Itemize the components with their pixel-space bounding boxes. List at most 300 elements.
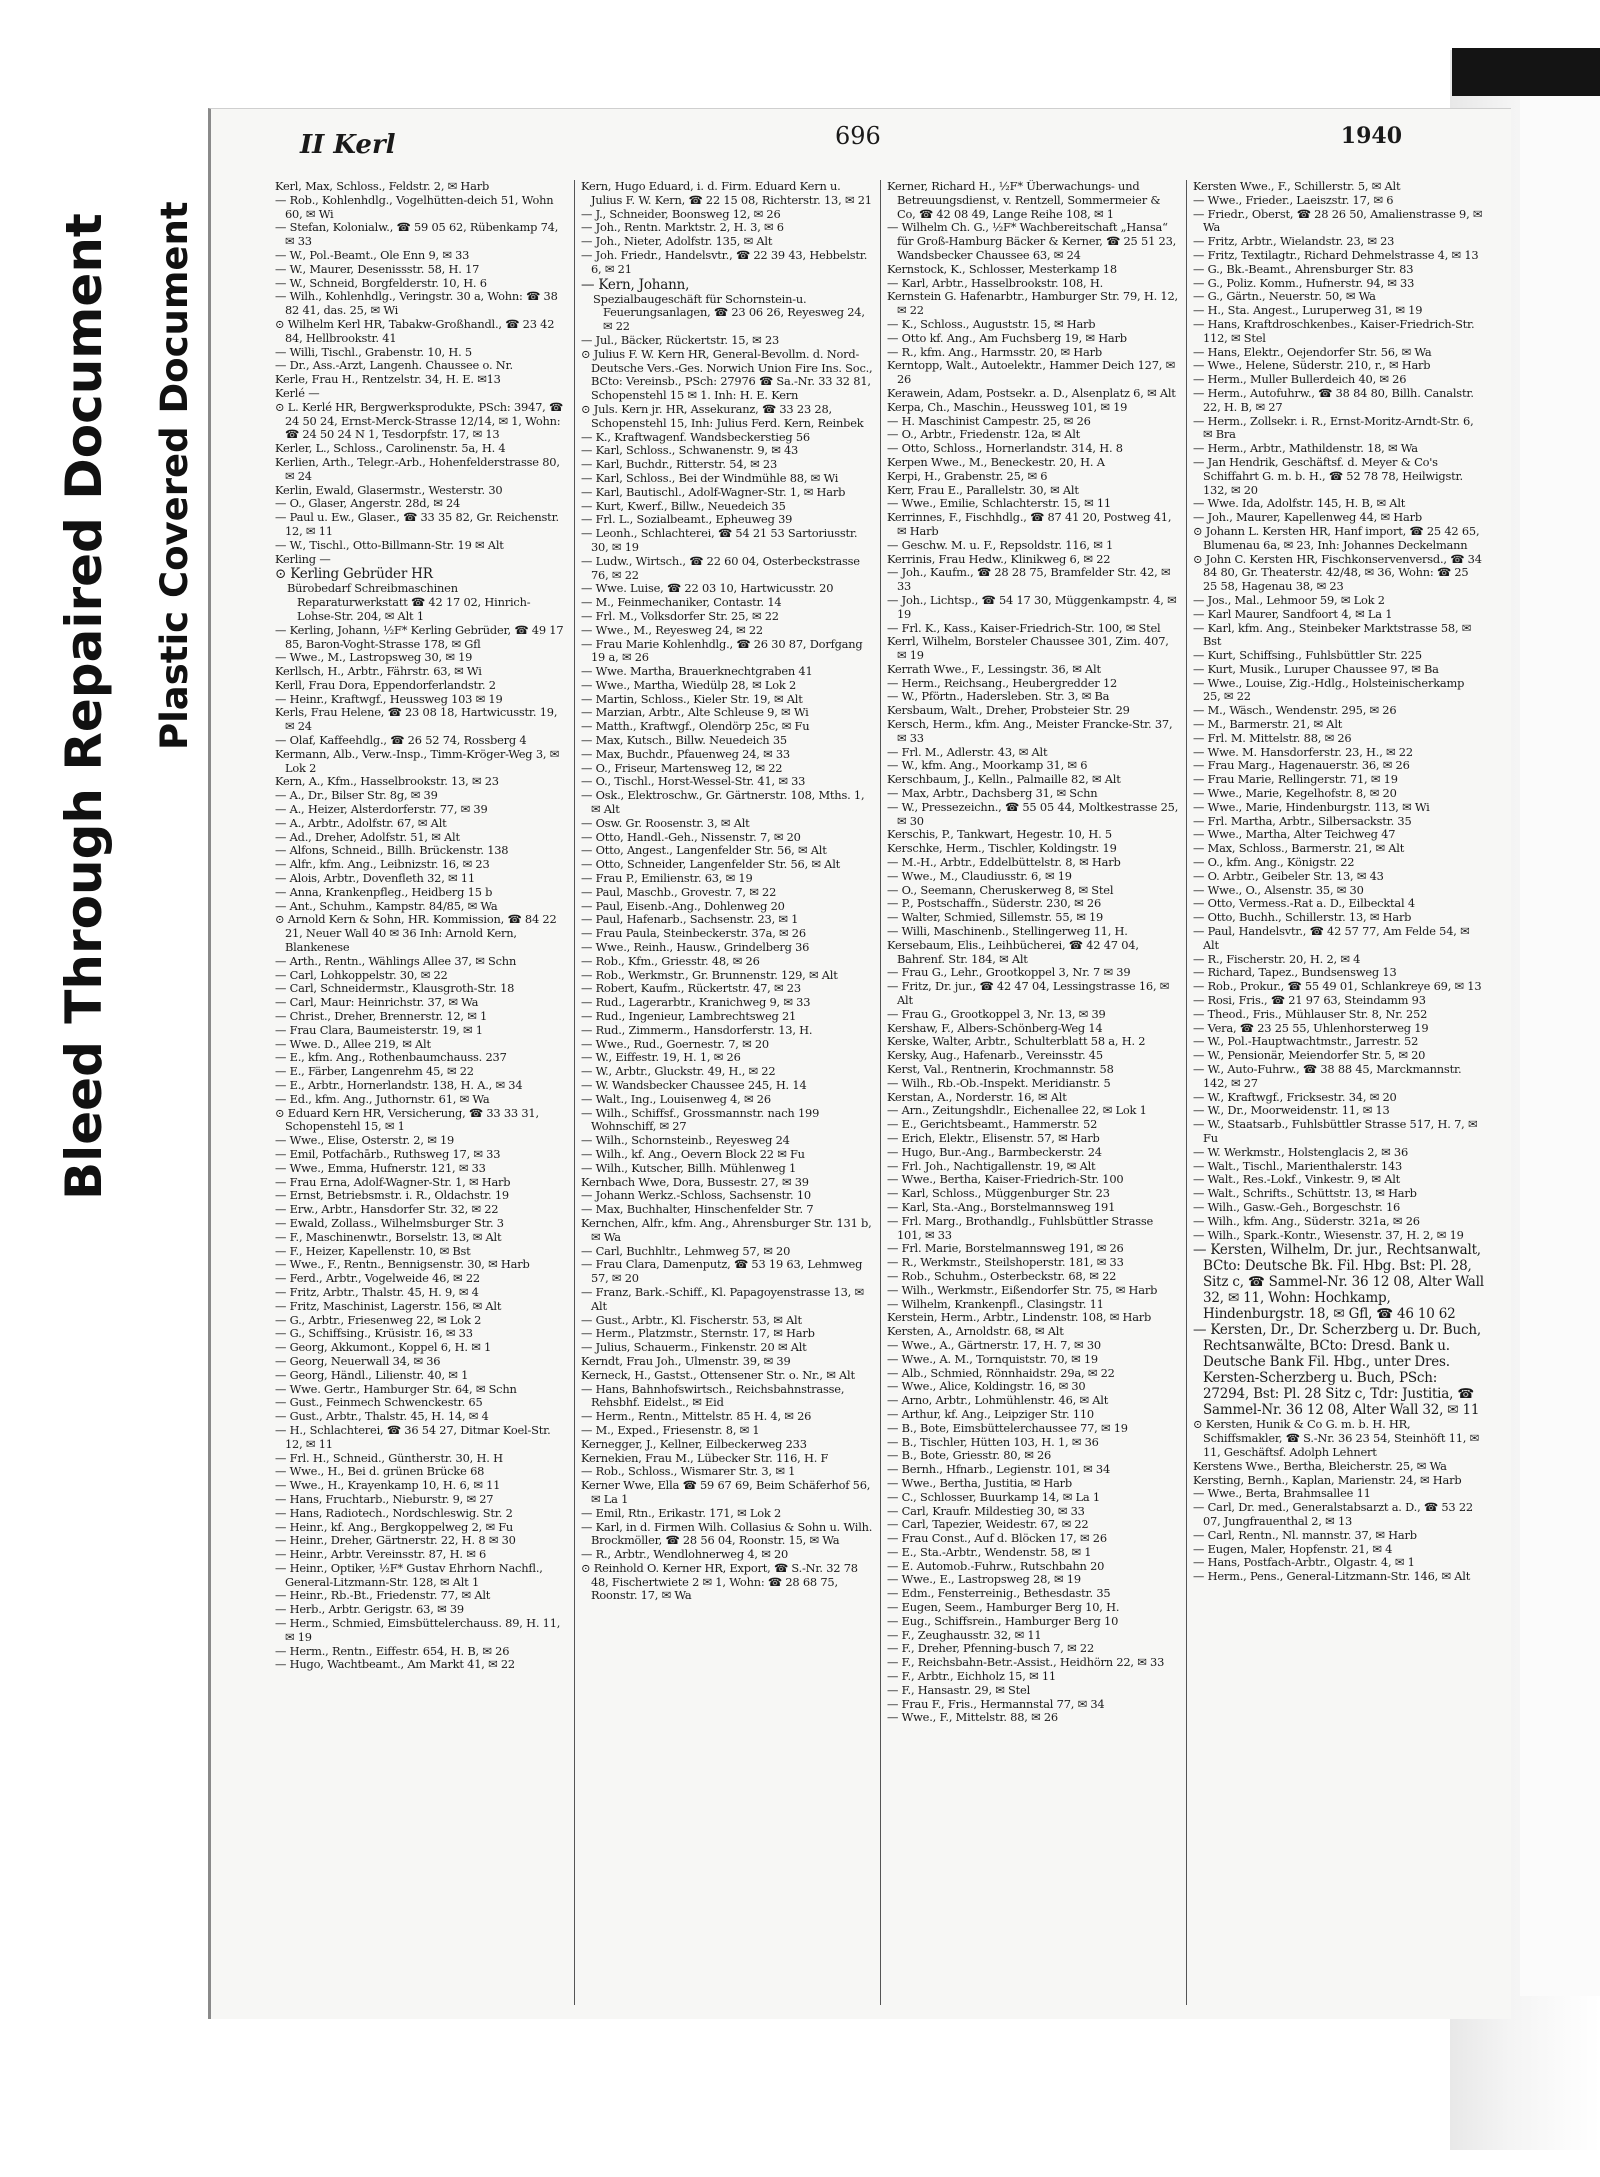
directory-entry: — F., Dreher, Pfenning-busch 7, ✉ 22 (887, 1641, 1095, 1656)
directory-entry: — Wilh., kfm. Ang., Süderstr. 321a, ✉ 26 (1193, 1213, 1420, 1228)
directory-entry: — Rosi, Fris., ☎ 21 97 63, Steindamm 93 (1193, 993, 1426, 1008)
directory-entry: — C., Schlosser, Buurkamp 14, ✉ La 1 (887, 1489, 1100, 1504)
directory-entry: — Rob., Schuhm., Osterbeckstr. 68, ✉ 22 (887, 1268, 1117, 1283)
directory-entry: — Otto, Handl.-Geh., Nissenstr. 7, ✉ 20 (581, 829, 801, 844)
directory-entry: — Hans, Radiotech., Nordschleswig. Str. 2 (275, 1505, 513, 1520)
directory-entry: — Herm., Zollsekr. i. R., Ernst-Moritz-Arndt-Str. 6, ✉ Bra (1193, 413, 1474, 442)
directory-entry: — Heinr., kf. Ang., Bergkoppelweg 2, ✉ Fu (275, 1519, 514, 1534)
directory-entry: — Wwe., M., Reyesweg 24, ✉ 22 (581, 622, 763, 637)
directory-entry: — Wwe., F., Mittelstr. 88, ✉ 26 (887, 1710, 1058, 1725)
directory-entry: — Walter, Schmied, Sillemstr. 55, ✉ 19 (887, 910, 1104, 925)
directory-entry: — O., Glaser, Angerstr. 28d, ✉ 24 (275, 496, 461, 511)
directory-entry: — Kersten, Dr., Dr. Scherzberg u. Dr. Buch, Rechtsanwälte, BCto: Dresd. Bank u. Deutsche Bank Fil. Hbg., unter Dres. Kersten-Scherzberg u. Buch, PSch: 27294, Bst: Pl. 28 Sitz c, Tdr: Justitia, ☎ Sammel-Nr. 36 12 08, Alter Wall 32, ✉ 11 (1193, 1322, 1481, 1419)
column-2 (581, 180, 873, 2005)
directory-entry: — Frl. L., Sozialbeamt., Epheuweg 39 (581, 512, 793, 527)
directory-entry: — K., Kraftwagenf. Wandsbeckerstieg 56 (581, 429, 810, 444)
directory-entry: — Hans, Fruchtarb., Nieburstr. 9, ✉ 27 (275, 1491, 494, 1506)
directory-entry: ⊙ Reinhold O. Kerner HR, Export, ☎ S.-Nr. 32 78 48, Fischertwiete 2 ✉ 1, Wohn: ☎ 28 68 75, Roonstr. 17, ✉ Wa (581, 1560, 858, 1603)
directory-entry: — Georg, Akkumont., Koppel 6, H. ✉ 1 (275, 1340, 492, 1355)
directory-entry: — Willi, Tischl., Grabenstr. 10, H. 5 (275, 344, 472, 359)
directory-entry: — G., Poliz. Komm., Hufnerstr. 94, ✉ 33 (1193, 275, 1415, 290)
directory-entry: — O., kfm. Ang., Königstr. 22 (1193, 855, 1355, 870)
directory-entry: — H. Maschinist Campestr. 25, ✉ 26 (887, 413, 1091, 428)
directory-entry: — Frau Const., Auf d. Blöcken 17, ✉ 26 (887, 1531, 1107, 1546)
directory-entry: Kernegger, J., Kellner, Eilbeckerweg 233 (581, 1436, 807, 1451)
directory-entry: — W. Wandsbecker Chaussee 245, H. 14 (581, 1078, 807, 1092)
directory-entry: — Wwe., Martha, Alter Teichweg 47 (1193, 827, 1396, 842)
directory-entry: — Max, Schloss., Barmerstr. 21, ✉ Alt (1193, 841, 1405, 856)
directory-entry: Kerst, Val., Rentnerin, Krochmannstr. 58 (887, 1062, 1114, 1076)
directory-entry: — Rud., Lagerarbtr., Kranichweg 9, ✉ 33 (581, 995, 811, 1010)
directory-entry: — Emil, Potfachārb., Ruthsweg 17, ✉ 33 (275, 1146, 501, 1161)
directory-entry: ⊙ Johann L. Kersten HR, Hanf import, ☎ 25 42 65, Blumenau 6a, ✉ 23, Inh: Johannes Deckelmann (1193, 523, 1480, 552)
directory-entry: — Kurt, Schiffsing., Fuhlsbüttler Str. 225 (1193, 648, 1422, 663)
directory-entry: — K., Schloss., Auguststr. 15, ✉ Harb (887, 316, 1096, 331)
directory-entry: — Wwe., M., Claudiusstr. 6, ✉ 19 (887, 868, 1072, 883)
directory-entry: — W., Schneid, Borgfelderstr. 10, H. 6 (275, 275, 487, 290)
directory-entry: Kernchen, Alfr., kfm. Ang., Ahrensburger Str. 131 b, ✉ Wa (581, 1215, 872, 1244)
directory-entry: — Otto, Vermess.-Rat a. D., Eilbecktal 4 (1193, 896, 1415, 911)
directory-entry: Kernbach Wwe, Dora, Bussestr. 27, ✉ 39 (581, 1174, 809, 1189)
directory-entry: — Friedr., Oberst, ☎ 28 26 50, Amalienstrasse 9, ✉ Wa (1193, 206, 1483, 235)
directory-entry: — Wilh., Schornsteinb., Reyesweg 24 (581, 1133, 790, 1148)
directory-entry: Kernekien, Frau M., Lübecker Str. 116, H. F (581, 1450, 829, 1465)
directory-entry: — Walt., Tischl., Marienthalerstr. 143 (1193, 1158, 1403, 1173)
directory-entry: — F., Reichsbahn-Betr.-Assist., Heidhörn 22, ✉ 33 (887, 1655, 1165, 1670)
directory-entry: Kerpa, Ch., Maschin., Heussweg 101, ✉ 19 (887, 399, 1128, 414)
directory-entry: — Max, Arbtr., Dachsberg 31, ✉ Schn (887, 786, 1098, 801)
directory-entry: Kern, A., Kfm., Hasselbrookstr. 13, ✉ 23 (275, 774, 499, 789)
directory-entry: — Frau Clara, Baumeisterstr. 19, ✉ 1 (275, 1022, 483, 1037)
directory-entry: — Max, Buchhalter, Hinschenfelder Str. 7 (581, 1202, 814, 1217)
directory-entry: — A., Arbtr., Adolfstr. 67, ✉ Alt (275, 815, 447, 830)
directory-entry: — M., Wäsch., Wendenstr. 295, ✉ 26 (1193, 703, 1397, 718)
directory-entry: — R., Fischerstr. 20, H. 2, ✉ 4 (1193, 951, 1361, 966)
directory-entry: — H., Schlachterei, ☎ 36 54 27, Ditmar Koel-Str. 12, ✉ 11 (275, 1422, 551, 1451)
directory-entry: — Karl, Buchdr., Ritterstr. 54, ✉ 23 (581, 457, 778, 472)
directory-entry: — Arn., Zeitungshdlr., Eichenallee 22, ✉ Lok 1 (887, 1103, 1147, 1118)
directory-columns (275, 180, 1500, 2010)
directory-entry: ⊙ Julius F. W. Kern HR, General-Bevollm. d. Nord-Deutsche Vers.-Ges. Norwich Union Fire Ins. Soc., BCto: Vereinsb., PSch: 27976 ☎ Sa.-Nr. 33 32 81, Schopenstehl 15 ✉ 1. Inh: H. E. Kern (581, 346, 873, 403)
directory-entry: — Wilh., Rb.-Ob.-Inspekt. Meridianstr. 5 (887, 1075, 1111, 1090)
column-4 (1193, 180, 1485, 2005)
directory-entry: — Fritz, Arbtr., Thalstr. 45, H. 9, ✉ 4 (275, 1284, 479, 1299)
directory-entry: ⊙ Kerling Gebrüder HR (275, 566, 433, 583)
directory-entry: — Arno, Arbtr., Lohmühlenstr. 46, ✉ Alt (887, 1393, 1109, 1408)
directory-entry: — E. Automob.-Fuhrw., Rutschbahn 20 (887, 1558, 1105, 1573)
column-divider (880, 180, 881, 2005)
directory-entry: — M., Feinmechaniker, Contastr. 14 (581, 595, 782, 610)
directory-entry: Kersten, A., Arnoldstr. 68, ✉ Alt (887, 1324, 1064, 1339)
directory-entry: — Jul., Bäcker, Rückertstr. 15, ✉ 23 (581, 332, 780, 347)
directory-entry: — Wwe., M., Lastropsweg 30, ✉ 19 (275, 650, 473, 665)
directory-entry: — Frau G., Grootkoppel 3, Nr. 13, ✉ 39 (887, 1006, 1106, 1021)
directory-entry: — Wilh., Kohlenhdlg., Veringstr. 30 a, Wohn: ☎ 38 82 41, das. 25, ✉ Wi (275, 289, 558, 318)
directory-entry: Kerle, Frau H., Rentzelstr. 34, H. E. ✉13 (275, 372, 501, 387)
directory-entry: — Carl, Tapezier, Weidestr. 67, ✉ 22 (887, 1517, 1089, 1532)
directory-entry: — Wilh., kf. Ang., Oevern Block 22 ✉ Fu (581, 1146, 805, 1161)
directory-entry: — Geschw. M. u. F., Repsoldstr. 116, ✉ 1 (887, 537, 1114, 552)
directory-entry: Spezialbaugeschäft für Schornstein-u. Feuerungsanlagen, ☎ 23 06 26, Reyesweg 24, ✉ 22 (593, 291, 865, 334)
directory-entry: — Heinr., Dreher, Gärtnerstr. 22, H. 8 ✉ 30 (275, 1533, 516, 1548)
directory-entry: Kerndt, Frau Joh., Ulmenstr. 39, ✉ 39 (581, 1353, 791, 1368)
directory-entry: — W., Maurer, Desenissstr. 58, H. 17 (275, 261, 480, 276)
directory-entry: — P., Postschaffn., Süderstr. 230, ✉ 26 (887, 896, 1102, 911)
directory-entry: — Karl Maurer, Sandfoort 4, ✉ La 1 (1193, 606, 1393, 621)
directory-entry: — Frau Marg., Hagenauerstr. 36, ✉ 26 (1193, 758, 1410, 773)
directory-entry: — Frl. Marie, Borstelmannsweg 191, ✉ 26 (887, 1241, 1124, 1256)
directory-entry: — W., Eiffestr. 19, H. 1, ✉ 26 (581, 1050, 741, 1065)
header-year: 1940 (1340, 123, 1402, 149)
directory-entry: — Ant., Schuhm., Kampstr. 84/85, ✉ Wa (275, 898, 498, 913)
directory-entry: — Hans, Kraftdroschkenbes., Kaiser-Friedrich-Str. 112, ✉ Stel (1193, 316, 1475, 345)
directory-entry: — W., Pförtn., Hadersleben. Str. 3, ✉ Ba (887, 689, 1110, 704)
directory-entry: — Gust., Arbtr., Thalstr. 45, H. 14, ✉ 4 (275, 1409, 489, 1424)
directory-entry: — W., Staatsarb., Fuhlsbüttler Strasse 517, H. 7, ✉ Fu (1193, 1117, 1478, 1145)
directory-entry: — Karl, Bautischl., Adolf-Wagner-Str. 1, ✉ Harb (581, 484, 846, 499)
directory-entry: — Ferd., Arbtr., Vogelweide 46, ✉ 22 (275, 1271, 480, 1286)
directory-entry: — Hans, Bahnhofswirtsch., Reichsbahnstrasse, Rehsbhf. Eidelst., ✉ Eid (581, 1381, 845, 1410)
directory-entry: Kernstock, K., Schlosser, Mesterkamp 18 (887, 261, 1117, 276)
directory-entry: — G., Bk.-Beamt., Ahrensburger Str. 83 (1193, 261, 1414, 276)
directory-entry: — O., Tischl., Horst-Wessel-Str. 41, ✉ 33 (581, 774, 806, 789)
directory-entry: — Herm., Reichsang., Heubergredder 12 (887, 675, 1118, 690)
directory-entry: — Robert, Kaufm., Rückertstr. 47, ✉ 23 (581, 981, 801, 996)
directory-entry: — Herm., Muller Bullerdeich 40, ✉ 26 (1193, 372, 1407, 387)
directory-entry: — Julius, Schauerm., Finkenstr. 20 ✉ Alt (581, 1340, 807, 1355)
directory-entry: Kerstein, Herm., Arbtr., Lindenstr. 108, ✉ Harb (887, 1310, 1152, 1325)
directory-entry: ⊙ Juls. Kern jr. HR, Assekuranz, ☎ 33 23 28, Schopenstehl 15, Inh: Julius Ferd. Kern, Reinbek (581, 401, 864, 430)
directory-entry: — F., Heizer, Kapellenstr. 10, ✉ Bst (275, 1243, 471, 1258)
directory-entry: — Frau Marie, Rellingerstr. 71, ✉ 19 (1193, 772, 1398, 787)
directory-entry: — M.-H., Arbtr., Eddelbüttelstr. 8, ✉ Harb (887, 855, 1121, 870)
directory-entry: — Herm., Schmied, Eimsbüttelerchauss. 89, H. 11, ✉ 19 (275, 1616, 561, 1644)
directory-entry: Kerll, Frau Dora, Eppendorferlandstr. 2 (275, 677, 496, 692)
directory-entry: Kerrl, Wilhelm, Borsteler Chaussee 301, Zim. 407, ✉ 19 (887, 634, 1169, 663)
directory-entry: ⊙ John C. Kersten HR, Fischkonservenversd., ☎ 34 84 80, Gr. Theaterstr. 42/48, ✉ 36, Wohn: ☎ 25 25 58, Hagenau 38, ✉ 23 (1193, 551, 1482, 594)
directory-entry: Kerner Wwe, Ella ☎ 59 67 69, Beim Schäferhof 56, ✉ La 1 (581, 1478, 871, 1506)
directory-entry: — Wwe., Emma, Hufnerstr. 121, ✉ 33 (275, 1160, 486, 1175)
directory-entry: — Rud., Zimmerm., Hansdorferstr. 13, H. (581, 1022, 813, 1037)
directory-entry: ⊙ L. Kerlé HR, Bergwerksprodukte, PSch: 3947, ☎ 24 50 24, Ernst-Merck-Strasse 12/14, ✉ 1, Wohn: ☎ 24 50 24 N 1, Tesdorpfstr. 17, ✉ 13 (275, 399, 563, 442)
directory-entry: Kerrinnes, F., Fischhdlg., ☎ 87 41 20, Postweg 41, ✉ Harb (887, 510, 1172, 538)
directory-entry: — Karl, Schloss., Müggenburger Str. 23 (887, 1186, 1110, 1201)
directory-entry: — Kurt, Kwerf., Billw., Neuedeich 35 (581, 498, 786, 513)
directory-entry: — Wwe., Berta, Brahmsallee 11 (1193, 1486, 1371, 1501)
directory-entry: — O., Arbtr., Friedenstr. 12a, ✉ Alt (887, 427, 1081, 442)
directory-entry: — Alois, Arbtr., Dovenfleth 32, ✉ 11 (275, 871, 475, 886)
directory-entry: — Osk., Elektroschw., Gr. Gärtnerstr. 108, Mths. 1, ✉ Alt (581, 788, 865, 817)
directory-entry: — Otto, Schneider, Langenfelder Str. 56, ✉ Alt (581, 857, 841, 872)
directory-entry: — Wwe., Bertha, Justitia, ✉ Harb (887, 1475, 1073, 1490)
directory-entry: — Frau P., Emilienstr. 63, ✉ 19 (581, 871, 753, 886)
directory-entry: — Arth., Rentn., Wählings Allee 37, ✉ Schn (275, 953, 517, 968)
directory-entry: — Carl, Dr. med., Generalstabsarzt a. D., ☎ 53 22 07, Jungfrauenthal 2, ✉ 13 (1193, 1500, 1473, 1528)
directory-entry: — Joh. Friedr., Handelsvtr., ☎ 22 39 43, Hebbelstr. 6, ✉ 21 (581, 247, 868, 276)
directory-entry: — W., Auto-Fuhrw., ☎ 38 88 45, Marckmannstr. 142, ✉ 27 (1193, 1062, 1462, 1090)
directory-entry: Kersebaum, Elis., Leihbücherei, ☎ 42 47 04, Bahrenf. Str. 184, ✉ Alt (887, 937, 1139, 966)
directory-entry: — Rud., Ingenieur, Lambrechtsweg 21 (581, 1009, 797, 1024)
directory-entry: Kersch, Herm., kfm. Ang., Meister Francke-Str. 37, ✉ 33 (887, 717, 1173, 745)
directory-entry: — R., Arbtr., Wendlohnerweg 4, ✉ 20 (581, 1547, 789, 1562)
directory-entry: — Rob., Kfm., Griesstr. 48, ✉ 26 (581, 953, 760, 968)
directory-entry: Kern, Hugo Eduard, i. d. Firm. Eduard Kern u. Julius F. W. Kern, ☎ 22 15 08, Richterstr. 13, ✉ 21 (581, 180, 872, 207)
directory-entry: Kersbaum, Walt., Dreher, Probsteier Str. 29 (887, 703, 1130, 718)
directory-entry: — E., Arbtr., Hornerlandstr. 138, H. A., ✉ 34 (275, 1078, 523, 1092)
directory-entry: Kersky, Aug., Hafenarb., Vereinsstr. 45 (887, 1048, 1103, 1063)
directory-entry: — Vera, ☎ 23 25 55, Uhlenhorsterweg 19 (1193, 1020, 1429, 1035)
directory-entry: — Carl, Schneidermstr., Klausgroth-Str. 18 (275, 981, 515, 996)
directory-entry: — A., Heizer, Alsterdorferstr. 77, ✉ 39 (275, 802, 488, 817)
directory-entry: — Erw., Arbtr., Hansdorfer Str. 32, ✉ 22 (275, 1202, 499, 1217)
directory-entry: — Herm., Rentn., Mittelstr. 85 H. 4, ✉ 26 (581, 1409, 812, 1424)
directory-entry: — M., Exped., Friesenstr. 8, ✉ 1 (581, 1422, 760, 1437)
directory-entry: — F., Maschinenwtr., Borselstr. 13, ✉ Alt (275, 1229, 502, 1244)
directory-entry: — Ludw., Wirtsch., ☎ 22 60 04, Osterbeckstrasse 76, ✉ 22 (581, 553, 860, 582)
directory-entry: — Fritz, Maschinist, Lagerstr. 156, ✉ Alt (275, 1298, 502, 1313)
directory-entry: — G., Gärtn., Neuerstr. 50, ✉ Wa (1193, 289, 1376, 304)
directory-entry: — G., Schiffsing., Krüsistr. 16, ✉ 33 (275, 1326, 473, 1341)
directory-entry: — Kurt, Musik., Luruper Chaussee 97, ✉ Ba (1193, 661, 1439, 676)
directory-entry: Kerpen Wwe., M., Beneckestr. 20, H. A (887, 454, 1105, 469)
directory-entry: — Paul, Handelsvtr., ☎ 42 57 77, Am Felde 54, ✉ Alt (1193, 924, 1470, 952)
directory-entry: — Wwe., Frieder., Laeiszstr. 17, ✉ 6 (1193, 192, 1394, 207)
directory-entry: — Wwe. Ida, Adolfstr. 145, H. B, ✉ Alt (1193, 496, 1406, 511)
directory-entry: — Frl. Marg., Brothandlg., Fuhlsbüttler Strasse 101, ✉ 33 (887, 1213, 1154, 1242)
directory-entry: — F., Zeughausstr. 32, ✉ 11 (887, 1627, 1042, 1642)
directory-entry: Bürobedarf Schreibmaschinen Reparaturwerkstatt ☎ 42 17 02, Hinrich-Lohse-Str. 204, ✉ Alt 1 (287, 581, 531, 623)
directory-entry: — A., Dr., Bilser Str. 8g, ✉ 39 (275, 788, 438, 803)
directory-entry: Kerpi, H., Grabenstr. 25, ✉ 6 (887, 468, 1048, 483)
directory-entry: — Karl, Sta.-Ang., Borstelmannsweg 191 (887, 1199, 1116, 1214)
scan-edge-bar (1452, 48, 1600, 96)
directory-entry: — Marzian, Arbtr., Alte Schleuse 9, ✉ Wi (581, 705, 809, 720)
directory-entry: — Paul, Eisenb.-Ang., Dohlenweg 20 (581, 898, 785, 913)
directory-entry: Kerstens Wwe., Bertha, Bleicherstr. 25, ✉ Wa (1193, 1458, 1447, 1473)
directory-entry: — Martin, Schloss., Kieler Str. 19, ✉ Alt (581, 691, 803, 706)
directory-entry: — Wwe. D., Allee 219, ✉ Alt (275, 1036, 431, 1051)
directory-entry: — Heinr., Kraftwgf., Heussweg 103 ✉ 19 (275, 691, 503, 706)
directory-entry: — W., kfm. Ang., Moorkamp 31, ✉ 6 (887, 758, 1088, 773)
directory-entry: Kerls, Frau Helene, ☎ 23 08 18, Hartwicusstr. 19, ✉ 24 (275, 705, 558, 734)
directory-entry: — Wwe. Martha, Brauerknechtgraben 41 (581, 664, 813, 679)
directory-entry: — Leonh., Schlachterei, ☎ 54 21 53 Sartoriusstr. 30, ✉ 19 (581, 526, 858, 554)
directory-entry: — Wilh., Werkmstr., Eißendorfer Str. 75, ✉ Harb (887, 1282, 1158, 1297)
directory-entry: — Otto, Buchh., Schillerstr. 13, ✉ Harb (1193, 910, 1412, 925)
directory-entry: — E., Gerichtsbeamt., Hammerstr. 52 (887, 1117, 1098, 1132)
directory-entry: — Hugo, Bur.-Ang., Barmbeckerstr. 24 (887, 1144, 1102, 1159)
directory-entry: — Frl. H., Schneid., Güntherstr. 30, H. H (275, 1450, 503, 1465)
directory-entry: — Max, Buchdr., Pfauenweg 24, ✉ 33 (581, 746, 790, 761)
directory-entry: — Ernst, Betriebsmstr. i. R., Oldachstr. 19 (275, 1188, 509, 1203)
directory-entry: — Stefan, Kolonialw., ☎ 59 05 62, Rübenkamp 74, ✉ 33 (275, 220, 559, 249)
directory-entry: — Heinr., Arbtr. Vereinsstr. 87, H. ✉ 6 (275, 1547, 487, 1562)
directory-entry: — Emil, Rtn., Erikastr. 171, ✉ Lok 2 (581, 1505, 782, 1520)
directory-entry: — Erich, Elektr., Elisenstr. 57, ✉ Harb (887, 1130, 1100, 1145)
directory-entry: — Joh., Rentn. Marktstr. 2, H. 3, ✉ 6 (581, 220, 784, 235)
directory-entry: — E., Färber, Langenrehm 45, ✉ 22 (275, 1064, 474, 1079)
header-page-number: 696 (835, 122, 881, 150)
directory-entry: — B., Tischler, Hütten 103, H. 1, ✉ 36 (887, 1434, 1099, 1449)
directory-entry: — Herm., Arbtr., Mathildenstr. 18, ✉ Wa (1193, 441, 1418, 456)
directory-entry: Kerstan, A., Norderstr. 16, ✉ Alt (887, 1089, 1067, 1104)
directory-entry: — Hans, Postfach-Arbtr., Olgastr. 4, ✉ 1 (1193, 1555, 1415, 1570)
directory-entry: — Paul, Hafenarb., Sachsenstr. 23, ✉ 1 (581, 912, 799, 927)
directory-entry: — Max, Kutsch., Billw. Neuedeich 35 (581, 733, 787, 748)
directory-entry: — Carl, Lohkoppelstr. 30, ✉ 22 (275, 967, 448, 982)
directory-entry: — Herm., Platzmstr., Sternstr. 17, ✉ Harb (581, 1326, 815, 1341)
directory-entry: — Wwe., Bertha, Kaiser-Friedrich-Str. 100 (887, 1172, 1124, 1187)
directory-entry: — Georg, Händl., Lilienstr. 40, ✉ 1 (275, 1367, 469, 1382)
directory-entry: — Walt., Schrifts., Schüttstr. 13, ✉ Harb (1193, 1186, 1417, 1201)
directory-entry: — Eugen, Maler, Hopfenstr. 21, ✉ 4 (1193, 1541, 1393, 1556)
directory-entry: — Frau Paula, Steinbeckerstr. 37a, ✉ 26 (581, 926, 806, 941)
directory-entry: — Wwe., E., Lastropsweg 28, ✉ 19 (887, 1572, 1081, 1587)
directory-entry: ⊙ Eduard Kern HR, Versicherung, ☎ 33 33 31, Schopenstehl 15, ✉ 1 (275, 1105, 539, 1134)
directory-entry: — Wwe., Helene, Süderstr. 210, r., ✉ Harb (1193, 358, 1431, 373)
directory-entry: — Karl, kfm. Ang., Steinbeker Marktstrasse 58, ✉ Bst (1193, 620, 1472, 649)
directory-entry: — Wwe., Reinh., Hausw., Grindelberg 36 (581, 940, 810, 955)
directory-entry: Kerlien, Arth., Telegr.-Arb., Hohenfelderstrasse 80, ✉ 24 (275, 454, 560, 483)
directory-entry: — O. Arbtr., Geibeler Str. 13, ✉ 43 (1193, 868, 1384, 883)
directory-entry: — Joh., Kaufm., ☎ 28 28 75, Bramfelder Str. 42, ✉ 33 (887, 565, 1171, 594)
directory-entry: — Frau G., Lehr., Grootkoppel 3, Nr. 7 ✉ 39 (887, 965, 1131, 980)
directory-entry: — Eug., Schiffsrein., Hamburger Berg 10 (887, 1613, 1119, 1628)
directory-entry: — R., Werkmstr., Steilshoperstr. 181, ✉ 33 (887, 1255, 1124, 1270)
directory-entry: — Carl, Rentn., Nl. mannstr. 37, ✉ Harb (1193, 1527, 1417, 1542)
directory-entry: Kerske, Walter, Arbtr., Schulterblatt 58 a, H. 2 (887, 1034, 1146, 1049)
label-plastic-covered: Plastic Covered Document (153, 201, 196, 750)
directory-entry: — Karl, Schloss., Bei der Windmühle 88, ✉ Wi (581, 470, 839, 485)
directory-entry: — Wwe. M. Hansdorferstr. 23, H., ✉ 22 (1193, 744, 1413, 759)
directory-entry: Kerrath Wwe., F., Lessingstr. 36, ✉ Alt (887, 661, 1101, 676)
directory-entry: — Wilh., Gasw.-Geh., Borgeschstr. 16 (1193, 1199, 1401, 1214)
directory-entry: — F., Hansastr. 29, ✉ Stel (887, 1682, 1031, 1697)
directory-entry: — W. Werkmstr., Holstenglacis 2, ✉ 36 (1193, 1144, 1409, 1159)
directory-entry: — Paul u. Ew., Glaser., ☎ 33 35 82, Gr. Reichenstr. 12, ✉ 11 (275, 510, 559, 538)
directory-entry: — Alfr., kfm. Ang., Leibnizstr. 16, ✉ 23 (275, 857, 490, 872)
directory-entry: — Wilhelm, Krankenpfl., Clasingstr. 11 (887, 1296, 1104, 1311)
side-labels (55, 201, 196, 1230)
directory-entry: — Wwe., Marie, Kegelhofstr. 8, ✉ 20 (1193, 786, 1397, 801)
directory-entry: — Wwe., Rud., Goernestr. 7, ✉ 20 (581, 1036, 769, 1051)
directory-entry: — Wwe., A., Gärtnerstr. 17, H. 7, ✉ 30 (887, 1337, 1101, 1352)
directory-entry: — Frl. M. Mittelstr. 88, ✉ 26 (1193, 730, 1352, 745)
directory-entry: — Fritz, Textilagtr., Richard Dehmelstrasse 4, ✉ 13 (1193, 247, 1479, 262)
directory-entry: — Ed., kfm. Ang., Juthornstr. 61, ✉ Wa (275, 1091, 490, 1106)
directory-entry: — E., kfm. Ang., Rothenbaumchauss. 237 (275, 1050, 507, 1065)
directory-entry: — Theod., Fris., Mühlauser Str. 8, Nr. 252 (1193, 1006, 1428, 1021)
directory-entry: — W., Arbtr., Gluckstr. 49, H., ✉ 22 (581, 1064, 776, 1079)
directory-entry: — E., Sta.-Arbtr., Wendenstr. 58, ✉ 1 (887, 1544, 1092, 1559)
directory-entry: — Edm., Fensterreinig., Bethesdastr. 35 (887, 1586, 1111, 1601)
directory-entry: — Wwe., Emilie, Schlachterstr. 15, ✉ 11 (887, 496, 1111, 511)
directory-entry: Kernstein G. Hafenarbtr., Hamburger Str. 79, H. 12, ✉ 22 (887, 289, 1178, 318)
directory-entry: Kersten Wwe., F., Schillerstr. 5, ✉ Alt (1193, 180, 1401, 193)
directory-entry: — Paul, Maschb., Grovestr. 7, ✉ 22 (581, 884, 777, 899)
directory-entry: — Carl, Buchhltr., Lehmweg 57, ✉ 20 (581, 1243, 791, 1258)
directory-entry: — Richard, Tapez., Bundsensweg 13 (1193, 965, 1397, 980)
directory-entry: — Frau F., Fris., Hermannstal 77, ✉ 34 (887, 1696, 1105, 1711)
next-page-edge (1520, 96, 1600, 1996)
directory-entry: — Hans, Elektr., Oejendorfer Str. 56, ✉ Wa (1193, 344, 1432, 359)
directory-entry: — W., Pol.-Hauptwachtmstr., Jarrestr. 52 (1193, 1034, 1419, 1049)
directory-entry: — Georg, Neuerwall 34, ✉ 36 (275, 1353, 441, 1368)
directory-entry: — Wwe., H., Bei d. grünen Brücke 68 (275, 1464, 485, 1479)
directory-entry: Kerntopp, Walt., Autoelektr., Hammer Deich 127, ✉ 26 (887, 358, 1175, 387)
header-section-name: II Kerl (300, 130, 396, 160)
directory-entry: Kerschke, Herm., Tischler, Koldingstr. 19 (887, 841, 1117, 856)
directory-entry: — B., Bote, Eimsbüttelerchaussee 77, ✉ 19 (887, 1420, 1128, 1435)
directory-entry: — R., kfm. Ang., Harmsstr. 20, ✉ Harb (887, 344, 1102, 359)
directory-entry: — Eugen, Seem., Hamburger Berg 10, H. (887, 1600, 1120, 1615)
directory-entry: — Fritz, Dr. jur., ☎ 42 47 04, Lessingstrasse 16, ✉ Alt (887, 979, 1170, 1008)
directory-entry: Kerawein, Adam, Postsekr. a. D., Alsenplatz 6, ✉ Alt (887, 385, 1176, 400)
directory-entry: — M., Barmerstr. 21, ✉ Alt (1193, 717, 1343, 732)
directory-entry: Kersting, Bernh., Kaplan, Marienstr. 24, ✉ Harb (1193, 1472, 1462, 1487)
directory-entry: ⊙ Kersten, Hunik & Co G. m. b. H. HR, Schiffsmakler, ☎ S.-Nr. 36 23 54, Steinhöft 11, ✉ 11, Geschäftsf. Adolph Lehnert (1193, 1417, 1479, 1459)
directory-entry: — W., Pol.-Beamt., Ole Enn 9, ✉ 33 (275, 247, 470, 262)
directory-entry: — Frl. K., Kass., Kaiser-Friedrich-Str. 100, ✉ Stel (887, 620, 1161, 635)
directory-entry: — Frl. M., Volksdorfer Str. 25, ✉ 22 (581, 608, 779, 623)
directory-entry: — Joh., Lichtsp., ☎ 54 17 30, Müggenkampstr. 4, ✉ 19 (887, 592, 1177, 621)
directory-entry: — Herm., Rentn., Eiffestr. 654, H. B, ✉ 26 (275, 1643, 510, 1658)
directory-entry: — Franz, Bark.-Schiff., Kl. Papagoyenstrasse 13, ✉ Alt (581, 1284, 864, 1313)
directory-entry: Kerl, Max, Schloss., Feldstr. 2, ✉ Harb (275, 180, 490, 193)
directory-entry: — Rob., Kohlenhdlg., Vogelhütten-deich 51, Wohn 60, ✉ Wi (275, 192, 554, 221)
directory-entry: Kerschis, P., Tankwart, Hegestr. 10, H. 5 (887, 827, 1112, 842)
label-bleed-through: Bleed Through Repaired Document (55, 213, 113, 1200)
directory-entry: — Otto, Angest., Langenfelder Str. 56, ✉ Alt (581, 843, 827, 858)
directory-entry: — Carl, Maur: Heinrichstr. 37, ✉ Wa (275, 995, 479, 1010)
directory-entry: — Wwe. Gertr., Hamburger Str. 64, ✉ Schn (275, 1381, 517, 1396)
directory-entry: — Frl. Joh., Nachtigallenstr. 19, ✉ Alt (887, 1158, 1096, 1173)
directory-entry: — Wwe., Elise, Osterstr. 2, ✉ 19 (275, 1133, 455, 1148)
directory-entry: — Willi, Maschinenb., Stellingerweg 11, H. (887, 924, 1128, 939)
column-3 (887, 180, 1179, 2005)
directory-entry: — Wwe., F., Rentn., Bennigsenstr. 30, ✉ Harb (275, 1257, 530, 1272)
directory-entry: — O., Seemann, Cheruskerweg 8, ✉ Stel (887, 882, 1114, 897)
directory-entry: — Olaf, Kaffeehdlg., ☎ 26 52 74, Rossberg 4 (275, 733, 527, 748)
directory-entry: — Wwe. Luise, ☎ 22 03 10, Hartwicusstr. 20 (581, 581, 834, 596)
directory-entry: — Jos., Mal., Lehmoor 59, ✉ Lok 2 (1193, 592, 1385, 607)
directory-entry: — Frl. M., Adlerstr. 43, ✉ Alt (887, 744, 1048, 759)
column-divider (1186, 180, 1187, 2005)
directory-entry: Kerler, L., Schloss., Carolinenstr. 5a, H. 4 (275, 441, 506, 456)
directory-entry: Kerschbaum, J., Kelln., Palmaille 82, ✉ Alt (887, 772, 1121, 787)
directory-entry: Kerllsch, H., Arbtr., Fährstr. 63, ✉ Wi (275, 664, 482, 679)
directory-entry: — Gust., Feinmech Schwenckestr. 65 (275, 1395, 483, 1410)
column-1 (275, 180, 567, 2005)
directory-entry: — Otto, Schloss., Hornerlandstr. 314, H. 8 (887, 441, 1123, 456)
directory-entry: — Karl, in d. Firmen Wilh. Collasius & Sohn u. Wilh. Brockmöller, ☎ 28 56 04, Roonstr. 15, ✉ Wa (581, 1519, 873, 1548)
directory-entry: — Wwe., A. M., Tornquiststr. 70, ✉ 19 (887, 1351, 1098, 1366)
directory-entry: — Johann Werkz.-Schloss, Sachsenstr. 10 (581, 1188, 811, 1203)
directory-entry: Kershaw, F., Albers-Schönberg-Weg 14 (887, 1020, 1103, 1035)
directory-entry: — Wwe., Louise, Zig.-Hdlg., Holsteinischerkamp 25, ✉ 22 (1193, 675, 1465, 704)
directory-entry: — Osw. Gr. Roosenstr. 3, ✉ Alt (581, 815, 750, 830)
directory-entry: — Arthur, kf. Ang., Leipziger Str. 110 (887, 1406, 1094, 1421)
directory-entry: ⊙ Arnold Kern & Sohn, HR. Kommission, ☎ 84 22 21, Neuer Wall 40 ✉ 36 Inh: Arnold Kern, Blankenese (275, 912, 557, 955)
directory-entry: — Wwe., Marie, Hindenburgstr. 113, ✉ Wi (1193, 799, 1430, 814)
directory-entry: — Christ., Dreher, Brennerstr. 12, ✉ 1 (275, 1009, 488, 1024)
directory-entry: — Wilh., Spark.-Kontr., Wiesenstr. 37, H. 2, ✉ 19 (1193, 1227, 1464, 1242)
directory-entry: — W., Pensionär, Meiendorfer Str. 5, ✉ 20 (1193, 1048, 1426, 1063)
directory-entry: — Rob., Schloss., Wismarer Str. 3, ✉ 1 (581, 1464, 796, 1479)
directory-entry: — G., Arbtr., Friesenweg 22, ✉ Lok 2 (275, 1312, 482, 1327)
directory-entry: — O., Friseur, Martensweg 12, ✉ 22 (581, 760, 783, 775)
directory-entry: — Rob., Werkmstr., Gr. Brunnenstr. 129, ✉ Alt (581, 967, 838, 982)
